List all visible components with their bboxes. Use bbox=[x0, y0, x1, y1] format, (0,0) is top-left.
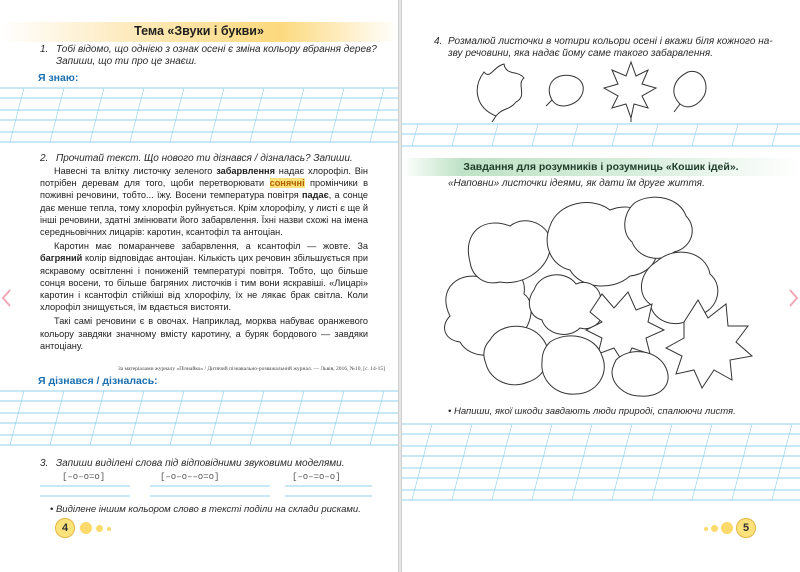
task-2-number: 2. bbox=[40, 153, 49, 164]
decor-dot bbox=[704, 527, 708, 531]
sound-model-1: [–o–o=o] bbox=[62, 472, 106, 482]
task-4-line-2: зву речовини, яка надає йому саме такого забарвлення. bbox=[448, 48, 713, 59]
page-number-right: 5 bbox=[736, 518, 756, 538]
task-2-text: Прочитай текст. Що нового ти дізнався / дізналась? Запиши. bbox=[56, 153, 353, 164]
task-1-line-1: Тобі відомо, що однією з ознак осені є зміна кольору вбрання дерев? bbox=[56, 44, 377, 55]
paragraph-3: Такі самі речовини є в овочах. Наприклад, морква набуває оранжевого кольору завдяки значному вмісту каротину, а буряк бордового — завдяки антоціану. bbox=[40, 316, 368, 351]
decor-dot bbox=[721, 522, 733, 534]
next-page-arrow[interactable] bbox=[786, 288, 800, 308]
source-citation: За матеріалами журналу «Пізнайко» / Дитячий пізнавально-розважальний журнал. — Львів, 2016, №10, [с. 14-15] bbox=[118, 366, 385, 372]
section-title: Завдання для розумників і розумниць «Кошик ідей». bbox=[463, 161, 739, 173]
highlighted-word-2: падає bbox=[302, 190, 329, 201]
reading-text bbox=[40, 165, 368, 352]
highlighted-word-3: багряний bbox=[40, 253, 83, 264]
paragraph-2: Каротин має помаранчеве забарвлення, а ксантофіл — жовте. За багряний колір відповідає антоціан. Кількість цих речовин збільшується при яскравому освітленні і пониженій температурі повітря. Тобто, що більше сонця восени, то більше багряних листочків і тим вони яскравіші. «Лицарі» каротин і ксантофіл стійкіші від хлорофілу, їх не лякає брак світла. Коли хлорофіл знищується, їм вдається вистояти. bbox=[40, 241, 368, 313]
left-page bbox=[0, 0, 398, 572]
task-3-text: Запиши виділені слова під відповідними звуковими моделями. bbox=[56, 458, 345, 469]
label-i-know: Я знаю: bbox=[38, 72, 79, 84]
task-4-line-1: Розмалюй листочки в чотири кольори осені і вкажи біля кожного на- bbox=[448, 36, 773, 47]
writing-area-3[interactable] bbox=[402, 118, 800, 150]
writing-area-4[interactable] bbox=[402, 418, 800, 504]
sound-model-2: [–o–o––o=o] bbox=[160, 472, 220, 482]
page-title: Тема «Звуки і букви» bbox=[134, 24, 264, 38]
highlighted-word-color: сонячні bbox=[269, 178, 305, 189]
task-1-number: 1. bbox=[40, 44, 49, 55]
sound-model-answer-lines[interactable] bbox=[0, 480, 398, 502]
section-subtitle: «Наповни» листочки ідеями, як дати їм друге життя. bbox=[448, 178, 705, 189]
bullet-left: • Виділене іншим кольором слово в тексті поділи на склади рисками. bbox=[50, 504, 361, 515]
page-number-left: 4 bbox=[55, 518, 75, 538]
highlighted-word-1: забарвлення bbox=[216, 166, 275, 176]
decor-dot bbox=[80, 522, 92, 534]
writing-area-1[interactable] bbox=[0, 82, 398, 144]
writing-area-2[interactable] bbox=[0, 385, 398, 447]
bullet-right: • Напиши, якої шкоди завдають люди природі, спалюючи листя. bbox=[448, 406, 736, 417]
four-leaves-illustration[interactable] bbox=[466, 58, 716, 122]
sound-model-3: [–o–=o–o] bbox=[292, 472, 341, 482]
decor-dot bbox=[711, 525, 718, 532]
task-4-number: 4. bbox=[434, 36, 443, 47]
right-page bbox=[402, 0, 800, 572]
paragraph-1: Навесні та влітку листочку зеленого забарвлення надає хлорофіл. Він потрібен деревам для того, щоби перетворювати сонячні промінчики в поживні речовини, тобто... їжу. Восени температура повітря падає, а сонце дає менше тепла, тому хлорофіл руйнується. Крім хлорофілу, у листі є ще й інші речовини, здатні змінювати його забарвлення. Їхні назви схожі на імена середньовічних лицарів: каротин, ксантофіл та антоціан. bbox=[40, 166, 369, 238]
decor-dot bbox=[96, 525, 103, 532]
task-3-number: 3. bbox=[40, 458, 49, 469]
prev-page-arrow[interactable] bbox=[0, 288, 14, 308]
leaf-collage-illustration[interactable] bbox=[430, 192, 760, 400]
task-1-line-2: Запиши, що ти про це знаєш. bbox=[56, 56, 197, 67]
label-i-learned: Я дізнався / дізналась: bbox=[38, 375, 158, 387]
decor-dot bbox=[107, 527, 111, 531]
